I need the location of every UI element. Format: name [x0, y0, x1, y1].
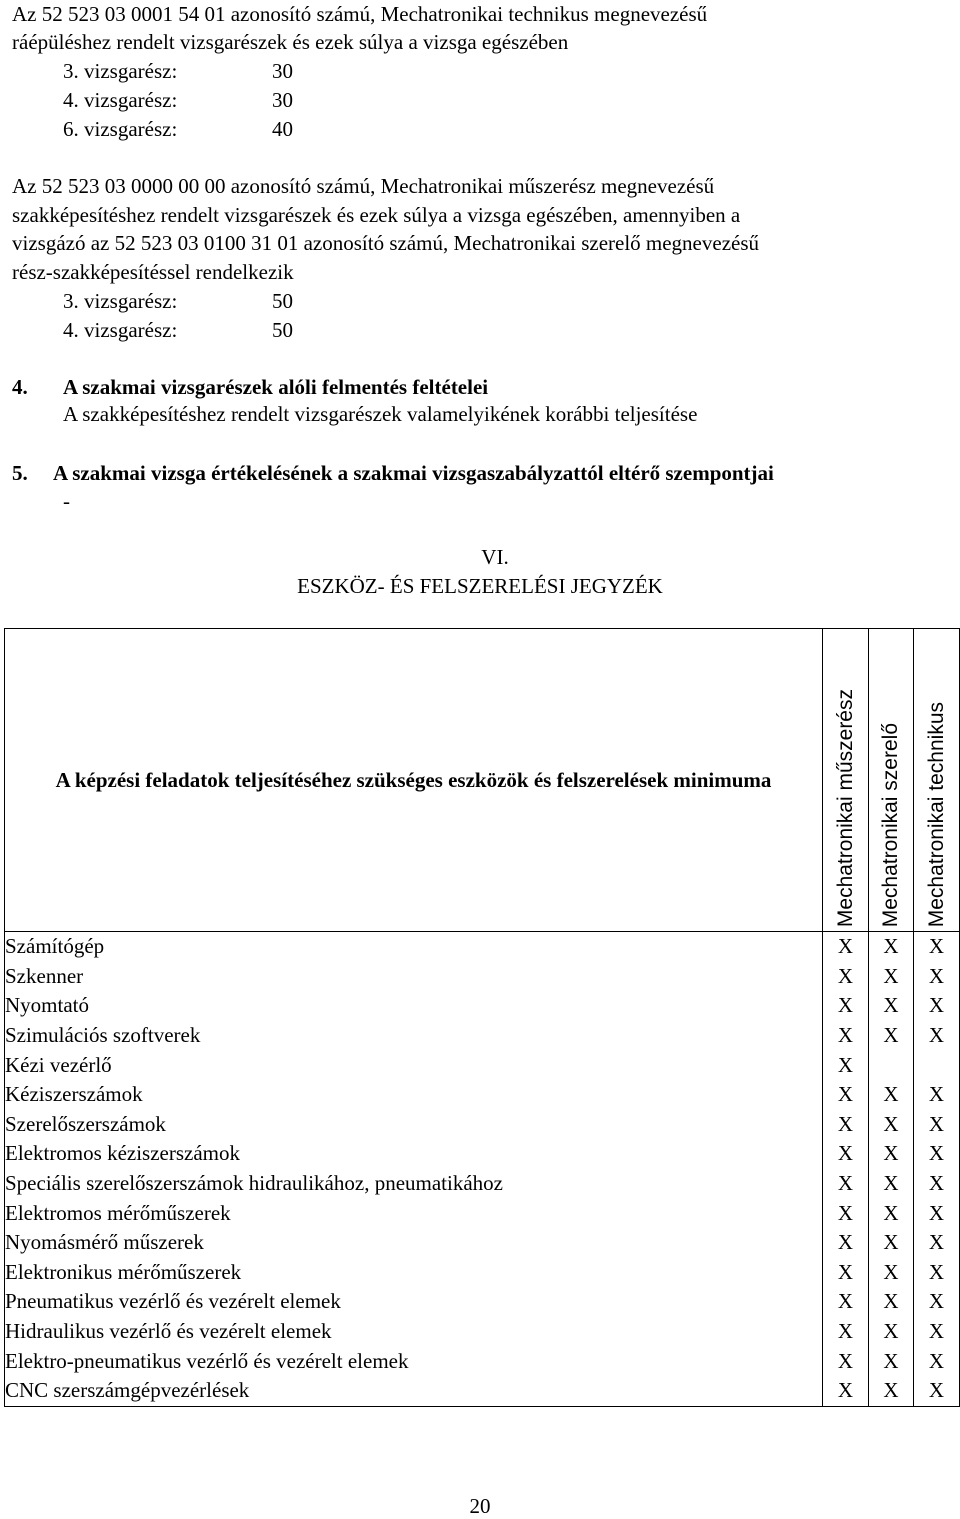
chapter-roman: VI.: [481, 545, 509, 569]
weight-label: 6. vizsgarész:: [63, 117, 178, 141]
requirement-mark: X: [823, 1050, 869, 1080]
weight-label: 4. vizsgarész:: [63, 318, 178, 342]
column-header: [914, 629, 960, 932]
requirement-mark: X: [823, 1228, 869, 1258]
section-5-number: 5.: [12, 461, 28, 485]
requirement-mark: X: [869, 1080, 914, 1110]
intro2-line-1: Az 52 523 03 0000 00 00 azonosító számú, Mechatronikai műszerész megnevezésű: [12, 174, 715, 198]
requirement-mark: [869, 1050, 914, 1080]
requirement-mark: X: [869, 1376, 914, 1406]
requirement-mark: X: [914, 1258, 960, 1288]
requirement-mark: X: [914, 1346, 960, 1376]
requirement-mark: X: [914, 1110, 960, 1140]
equipment-item: Kézi vezérlő: [5, 1050, 823, 1080]
equipment-item: Hidraulikus vezérlő és vezérelt elemek: [5, 1317, 823, 1347]
requirement-mark: X: [914, 1198, 960, 1228]
requirement-mark: X: [869, 962, 914, 992]
requirement-mark: X: [914, 1228, 960, 1258]
requirement-mark: X: [914, 1021, 960, 1051]
requirement-mark: [914, 1050, 960, 1080]
column-header: [823, 629, 869, 932]
requirement-mark: X: [823, 932, 869, 962]
equipment-item: Számítógép: [5, 932, 823, 962]
requirement-mark: X: [823, 1317, 869, 1347]
requirement-mark: X: [869, 1346, 914, 1376]
table-row: [5, 1050, 960, 1080]
requirement-mark: X: [823, 1080, 869, 1110]
requirement-mark: X: [914, 962, 960, 992]
equipment-item: Elektronikus mérőműszerek: [5, 1258, 823, 1288]
weight-value: 30: [272, 59, 293, 83]
requirement-mark: X: [914, 1317, 960, 1347]
requirement-mark: X: [823, 1021, 869, 1051]
equipment-item: Nyomásmérő műszerek: [5, 1228, 823, 1258]
equipment-item: Pneumatikus vezérlő és vezérelt elemek: [5, 1287, 823, 1317]
requirement-mark: X: [869, 932, 914, 962]
table-row: [5, 1346, 960, 1376]
intro-line-2: ráépüléshez rendelt vizsgarészek és ezek súlya a vizsga egészében: [12, 30, 569, 54]
equipment-item: Speciális szerelőszerszámok hidraulikához, pneumatikához: [5, 1169, 823, 1199]
weight-label: 3. vizsgarész:: [63, 59, 178, 83]
weight-value: 40: [272, 117, 293, 141]
weight-value: 50: [272, 318, 293, 342]
intro2-line-4: rész-szakképesítéssel rendelkezik: [12, 260, 294, 284]
equipment-item: Elektro-pneumatikus vezérlő és vezérelt elemek: [5, 1346, 823, 1376]
equipment-item: Szkenner: [5, 962, 823, 992]
requirement-mark: X: [823, 1198, 869, 1228]
column-header: [869, 629, 914, 932]
chapter-title: ESZKÖZ- ÉS FELSZERELÉSI JEGYZÉK: [297, 574, 663, 598]
intro2-line-2: szakképesítéshez rendelt vizsgarészek és ezek súlya a vizsga egészében, amennyiben a: [12, 203, 741, 227]
table-row: [5, 1198, 960, 1228]
requirement-mark: X: [869, 1110, 914, 1140]
section-4-title: A szakmai vizsgarészek alóli felmentés feltételei: [63, 375, 489, 399]
equipment-item: Elektromos mérőműszerek: [5, 1198, 823, 1228]
requirement-mark: X: [869, 1021, 914, 1051]
requirement-mark: X: [869, 1287, 914, 1317]
table-row: [5, 1376, 960, 1406]
table-header-main: A képzési feladatok teljesítéséhez szükséges eszközök és felszerelések minimuma: [5, 629, 823, 932]
weight-value: 30: [272, 88, 293, 112]
table-row: [5, 1258, 960, 1288]
equipment-item: Elektromos kéziszerszámok: [5, 1139, 823, 1169]
requirement-mark: X: [869, 1169, 914, 1199]
section-4-number: 4.: [12, 375, 28, 399]
table-row: [5, 1110, 960, 1140]
table-row: [5, 1169, 960, 1199]
column-header-label: Mechatronikai szerelő: [879, 722, 902, 927]
table-row: [5, 962, 960, 992]
requirement-mark: X: [914, 991, 960, 1021]
intro2-line-3: vizsgázó az 52 523 03 0100 31 01 azonosító számú, Mechatronikai szerelő megnevezésű: [12, 231, 760, 255]
requirement-mark: X: [914, 1080, 960, 1110]
equipment-item: Szerelőszerszámok: [5, 1110, 823, 1140]
requirement-mark: X: [823, 962, 869, 992]
equipment-item: CNC szerszámgépvezérlések: [5, 1376, 823, 1406]
table-row: [5, 1080, 960, 1110]
table-row: [5, 1287, 960, 1317]
requirement-mark: X: [869, 1258, 914, 1288]
requirement-mark: X: [869, 1198, 914, 1228]
table-row: [5, 1228, 960, 1258]
requirement-mark: X: [869, 1228, 914, 1258]
equipment-item: Nyomtató: [5, 991, 823, 1021]
equipment-table: [4, 628, 960, 1407]
requirement-mark: X: [869, 991, 914, 1021]
requirement-mark: X: [823, 1110, 869, 1140]
section-5-title: A szakmai vizsga értékelésének a szakmai vizsgaszabályzattól eltérő szempontjai: [53, 461, 774, 485]
section-4-text: A szakképesítéshez rendelt vizsgarészek valamelyikének korábbi teljesítése: [63, 402, 698, 426]
equipment-item: Szimulációs szoftverek: [5, 1021, 823, 1051]
weight-value: 50: [272, 289, 293, 313]
requirement-mark: X: [914, 932, 960, 962]
requirement-mark: X: [869, 1317, 914, 1347]
table-row: [5, 991, 960, 1021]
requirement-mark: X: [914, 1376, 960, 1406]
page-number: 20: [469, 1494, 491, 1518]
requirement-mark: X: [914, 1139, 960, 1169]
requirement-mark: X: [914, 1287, 960, 1317]
requirement-mark: X: [823, 1346, 869, 1376]
table-row: [5, 932, 960, 962]
section-5-text: -: [63, 489, 70, 513]
intro-line-1: Az 52 523 03 0001 54 01 azonosító számú, Mechatronikai technikus megnevezésű: [12, 2, 708, 26]
weight-label: 4. vizsgarész:: [63, 88, 178, 112]
requirement-mark: X: [914, 1169, 960, 1199]
requirement-mark: X: [823, 1287, 869, 1317]
requirement-mark: X: [823, 1376, 869, 1406]
table-row: [5, 1021, 960, 1051]
table-row: [5, 1317, 960, 1347]
table-row: [5, 1139, 960, 1169]
column-header-label: Mechatronikai műszerész: [833, 688, 857, 927]
requirement-mark: X: [823, 1258, 869, 1288]
weight-label: 3. vizsgarész:: [63, 289, 178, 313]
column-header-label: Mechatronikai technikus: [924, 701, 948, 927]
equipment-item: Kéziszerszámok: [5, 1080, 823, 1110]
requirement-mark: X: [823, 991, 869, 1021]
requirement-mark: X: [823, 1169, 869, 1199]
requirement-mark: X: [823, 1139, 869, 1169]
requirement-mark: X: [869, 1139, 914, 1169]
table-header-row: [5, 629, 960, 932]
